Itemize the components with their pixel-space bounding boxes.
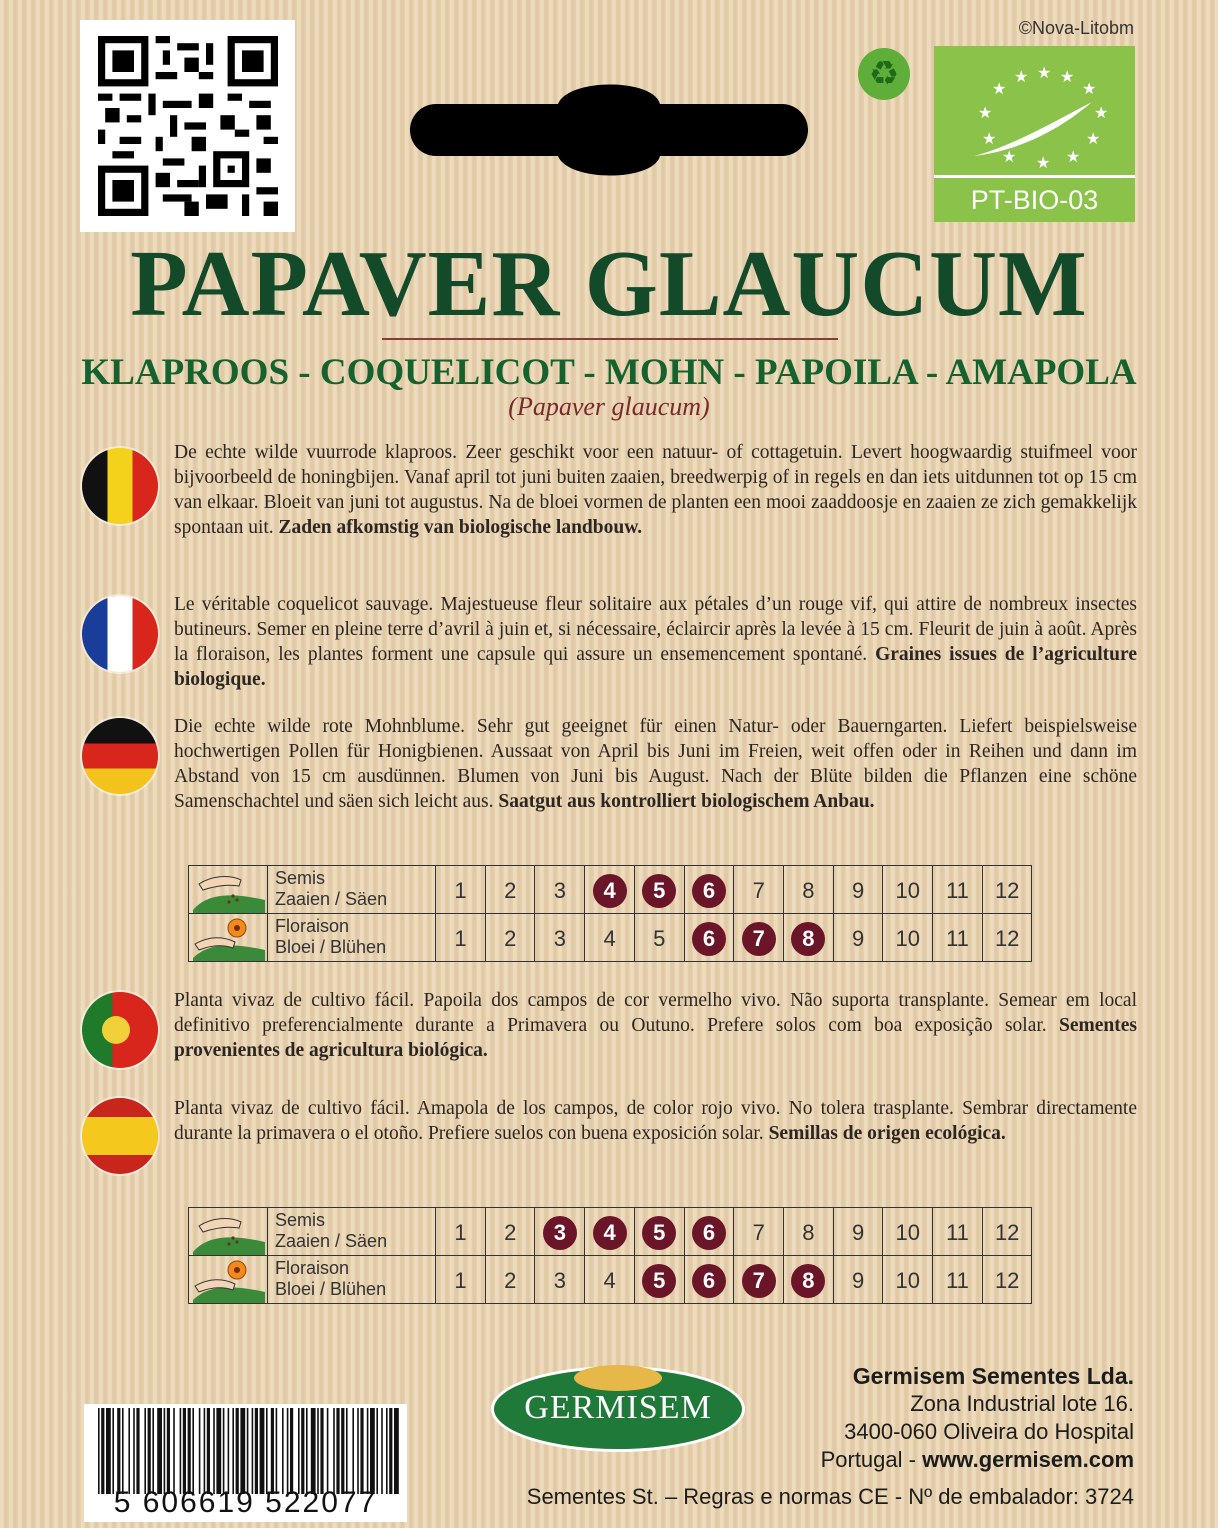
green-dot-recycle-icon: ♻ — [858, 48, 910, 100]
month-cell-8: 8 — [783, 914, 833, 961]
month-cell-6: 6 — [684, 914, 734, 961]
svg-text:★: ★ — [1086, 129, 1101, 148]
sowing-calendar-south — [188, 1207, 1032, 1304]
svg-text:★: ★ — [1060, 67, 1075, 86]
sowing-row — [189, 1208, 1031, 1256]
month-cell-7: 7 — [733, 1256, 783, 1303]
month-cell-6: 6 — [684, 1256, 734, 1303]
month-cell-11: 11 — [932, 914, 982, 961]
month-cell-10: 10 — [882, 1208, 932, 1255]
month-cell-7: 7 — [733, 866, 783, 913]
month-cell-10: 10 — [882, 914, 932, 961]
description-dutch: De echte wilde vuurrode klaproos. Zeer geschikt voor een natuur- of cottagetuin. Levert hoogwaardig stuifmeel voor bijvoorbeeld de honingbijen. Vanaf april tot juni buiten zaaien, breedwerpig of in regels en dan iets uitdunnen tot op 15 cm van elkaar. Bloeit van juni tot augustus. Na de bloei vormen de planten een mooi zaaddoosje en zaaien ze zich gemakkelijk spontaan uit. Zaden afkomstig van biologische landbouw. — [174, 442, 1137, 538]
eu-leaf-stars-icon — [934, 46, 1135, 178]
month-cell-7: 7 — [733, 1208, 783, 1255]
month-cell-10: 10 — [882, 1256, 932, 1303]
month-cell-10: 10 — [882, 866, 932, 913]
svg-text:★: ★ — [1002, 147, 1017, 166]
svg-text:★: ★ — [978, 103, 993, 122]
description-spanish: Planta vivaz de cultivo fácil. Amapola de los campos, de color rojo vivo. No tolera trasplante. Sembrar directamente durante la primavera o el otoño. Prefiere suelos con buena exposición solar. Semillas de origen ecológica. — [174, 1098, 1137, 1144]
sowing-label: Semis Zaaien / Säen — [275, 1210, 388, 1251]
month-cell-12: 12 — [982, 1208, 1032, 1255]
month-cell-3: 3 — [534, 1256, 584, 1303]
month-cell-3: 3 — [534, 1208, 584, 1255]
month-cell-2: 2 — [485, 866, 535, 913]
address-line-2: 3400-060 Oliveira do Hospital — [844, 1419, 1134, 1444]
month-cell-11: 11 — [932, 1208, 982, 1255]
bloom-label: Floraison Bloei / Blühen — [275, 1258, 387, 1299]
month-cell-2: 2 — [485, 914, 535, 961]
svg-text:★: ★ — [1014, 67, 1029, 86]
month-cell-9: 9 — [833, 866, 883, 913]
sowing-calendar-north — [188, 865, 1032, 962]
month-cell-8: 8 — [783, 866, 833, 913]
svg-text:★: ★ — [982, 129, 997, 148]
qr-code-pattern — [98, 36, 278, 216]
svg-text:★: ★ — [1066, 147, 1081, 166]
description-portuguese: Planta vivaz de cultivo fácil. Papoila dos campos de cor vermelho vivo. Não suporta transplante. Semear em local definitivo preferencialmente durante a Primavera ou Outuno. Prefere solos com boa exposição solar. Sementes provenientes de agricultura biológica. — [174, 990, 1137, 1061]
barcode-bars — [84, 1408, 407, 1494]
month-cell-9: 9 — [833, 1256, 883, 1303]
month-cell-9: 9 — [833, 1208, 883, 1255]
bloom-label: Floraison Bloei / Blühen — [275, 916, 387, 957]
hand-sowing-seeds-icon — [189, 866, 268, 913]
month-cell-6: 6 — [684, 1208, 734, 1255]
qr-code — [80, 20, 295, 232]
svg-text:★: ★ — [992, 79, 1007, 98]
month-cell-11: 11 — [932, 866, 982, 913]
address-line-1: Zona Industrial lote 16. — [910, 1391, 1134, 1416]
company-info — [821, 1362, 1134, 1474]
month-cell-5: 5 — [634, 1208, 684, 1255]
month-cell-7: 7 — [733, 914, 783, 961]
certification-code: PT-BIO-03 — [934, 175, 1135, 222]
month-cell-8: 8 — [783, 1256, 833, 1303]
hang-hole — [408, 70, 810, 186]
legal-notice: Sementes St. – Regras e normas CE - Nº de embalador: 3724 — [526, 1484, 1134, 1509]
eu-organic-logo — [934, 46, 1135, 222]
month-cell-12: 12 — [982, 914, 1032, 961]
country-website: Portugal - www.germisem.com — [820, 1447, 1134, 1472]
description-german: Die echte wilde rote Mohnblume. Sehr gut geeignet für einen Natur- oder Bauerngarten. Liefert beispielsweise hochwertigen Pollen für Honigbienen. Aussaat von April bis Juni im Freien, weit offen oder in Reihen und dann im Abstand von 15 cm ausdünnen. Blumen von Juni bis August. Nach der Blüte bilden die Pflanzen eine schöne Samenschachtel und säen sich leicht aus. Saatgut aus kontrolliert biologischem Anbau. — [174, 716, 1137, 812]
copyright-notice: ©Nova-Litobm — [1018, 18, 1134, 38]
month-cell-11: 11 — [932, 1256, 982, 1303]
month-cell-6: 6 — [684, 866, 734, 913]
hand-sowing-seeds-icon — [189, 1208, 268, 1255]
month-cell-2: 2 — [485, 1256, 535, 1303]
logo-sun-icon — [574, 1365, 662, 1391]
month-cell-2: 2 — [485, 1208, 535, 1255]
svg-text:★: ★ — [1094, 103, 1109, 122]
month-cell-8: 8 — [783, 1208, 833, 1255]
month-cell-5: 5 — [634, 914, 684, 961]
svg-text:★: ★ — [1036, 153, 1051, 172]
product-title: PAPAVER GLAUCUM — [130, 232, 1088, 336]
month-cell-4: 4 — [584, 914, 634, 961]
month-cell-12: 12 — [982, 1256, 1032, 1303]
bloom-row — [189, 914, 1031, 961]
hand-flower-icon — [189, 914, 268, 961]
month-cell-9: 9 — [833, 914, 883, 961]
website-link[interactable]: www.germisem.com — [922, 1447, 1134, 1472]
company-name: Germisem Sementes Lda. — [852, 1363, 1134, 1389]
month-cell-12: 12 — [982, 866, 1032, 913]
month-cell-1: 1 — [435, 1208, 485, 1255]
month-cell-1: 1 — [435, 914, 485, 961]
month-cell-4: 4 — [584, 1256, 634, 1303]
month-cell-4: 4 — [584, 1208, 634, 1255]
month-cell-4: 4 — [584, 866, 634, 913]
logo-text: GERMISEM — [524, 1389, 712, 1426]
latin-name: (Papaver glaucum) — [508, 392, 710, 421]
sowing-row — [189, 866, 1031, 914]
common-names: KLAPROOS - COQUELICOT - MOHN - PAPOILA - AMAPOLA — [81, 352, 1137, 393]
description-french: Le véritable coquelicot sauvage. Majestueuse fleur solitaire aux pétales d’un rouge vif, qui attire de nombreux insectes butineurs. Semer en pleine terre d’avril à juin et, si nécessaire, éclaircir après la levée à 15 cm. Fleurit de juin à août. Après la floraison, les plantes forment une capsule qui assure un ensemencement spontané. Graines issues de l’agriculture biologique. — [174, 594, 1137, 690]
sowing-label: Semis Zaaien / Säen — [275, 868, 388, 909]
svg-text:★: ★ — [1037, 63, 1052, 82]
title-divider — [382, 338, 838, 340]
bloom-row — [189, 1256, 1031, 1303]
month-cell-5: 5 — [634, 866, 684, 913]
month-cell-1: 1 — [435, 866, 485, 913]
barcode-digits: 5 606619 522077 — [113, 1486, 378, 1519]
month-cell-3: 3 — [534, 914, 584, 961]
barcode — [84, 1404, 407, 1522]
svg-text:★: ★ — [1082, 79, 1097, 98]
month-cell-3: 3 — [534, 866, 584, 913]
month-cell-1: 1 — [435, 1256, 485, 1303]
month-cell-5: 5 — [634, 1256, 684, 1303]
hand-flower-icon — [189, 1256, 268, 1303]
germisem-logo — [491, 1366, 745, 1452]
